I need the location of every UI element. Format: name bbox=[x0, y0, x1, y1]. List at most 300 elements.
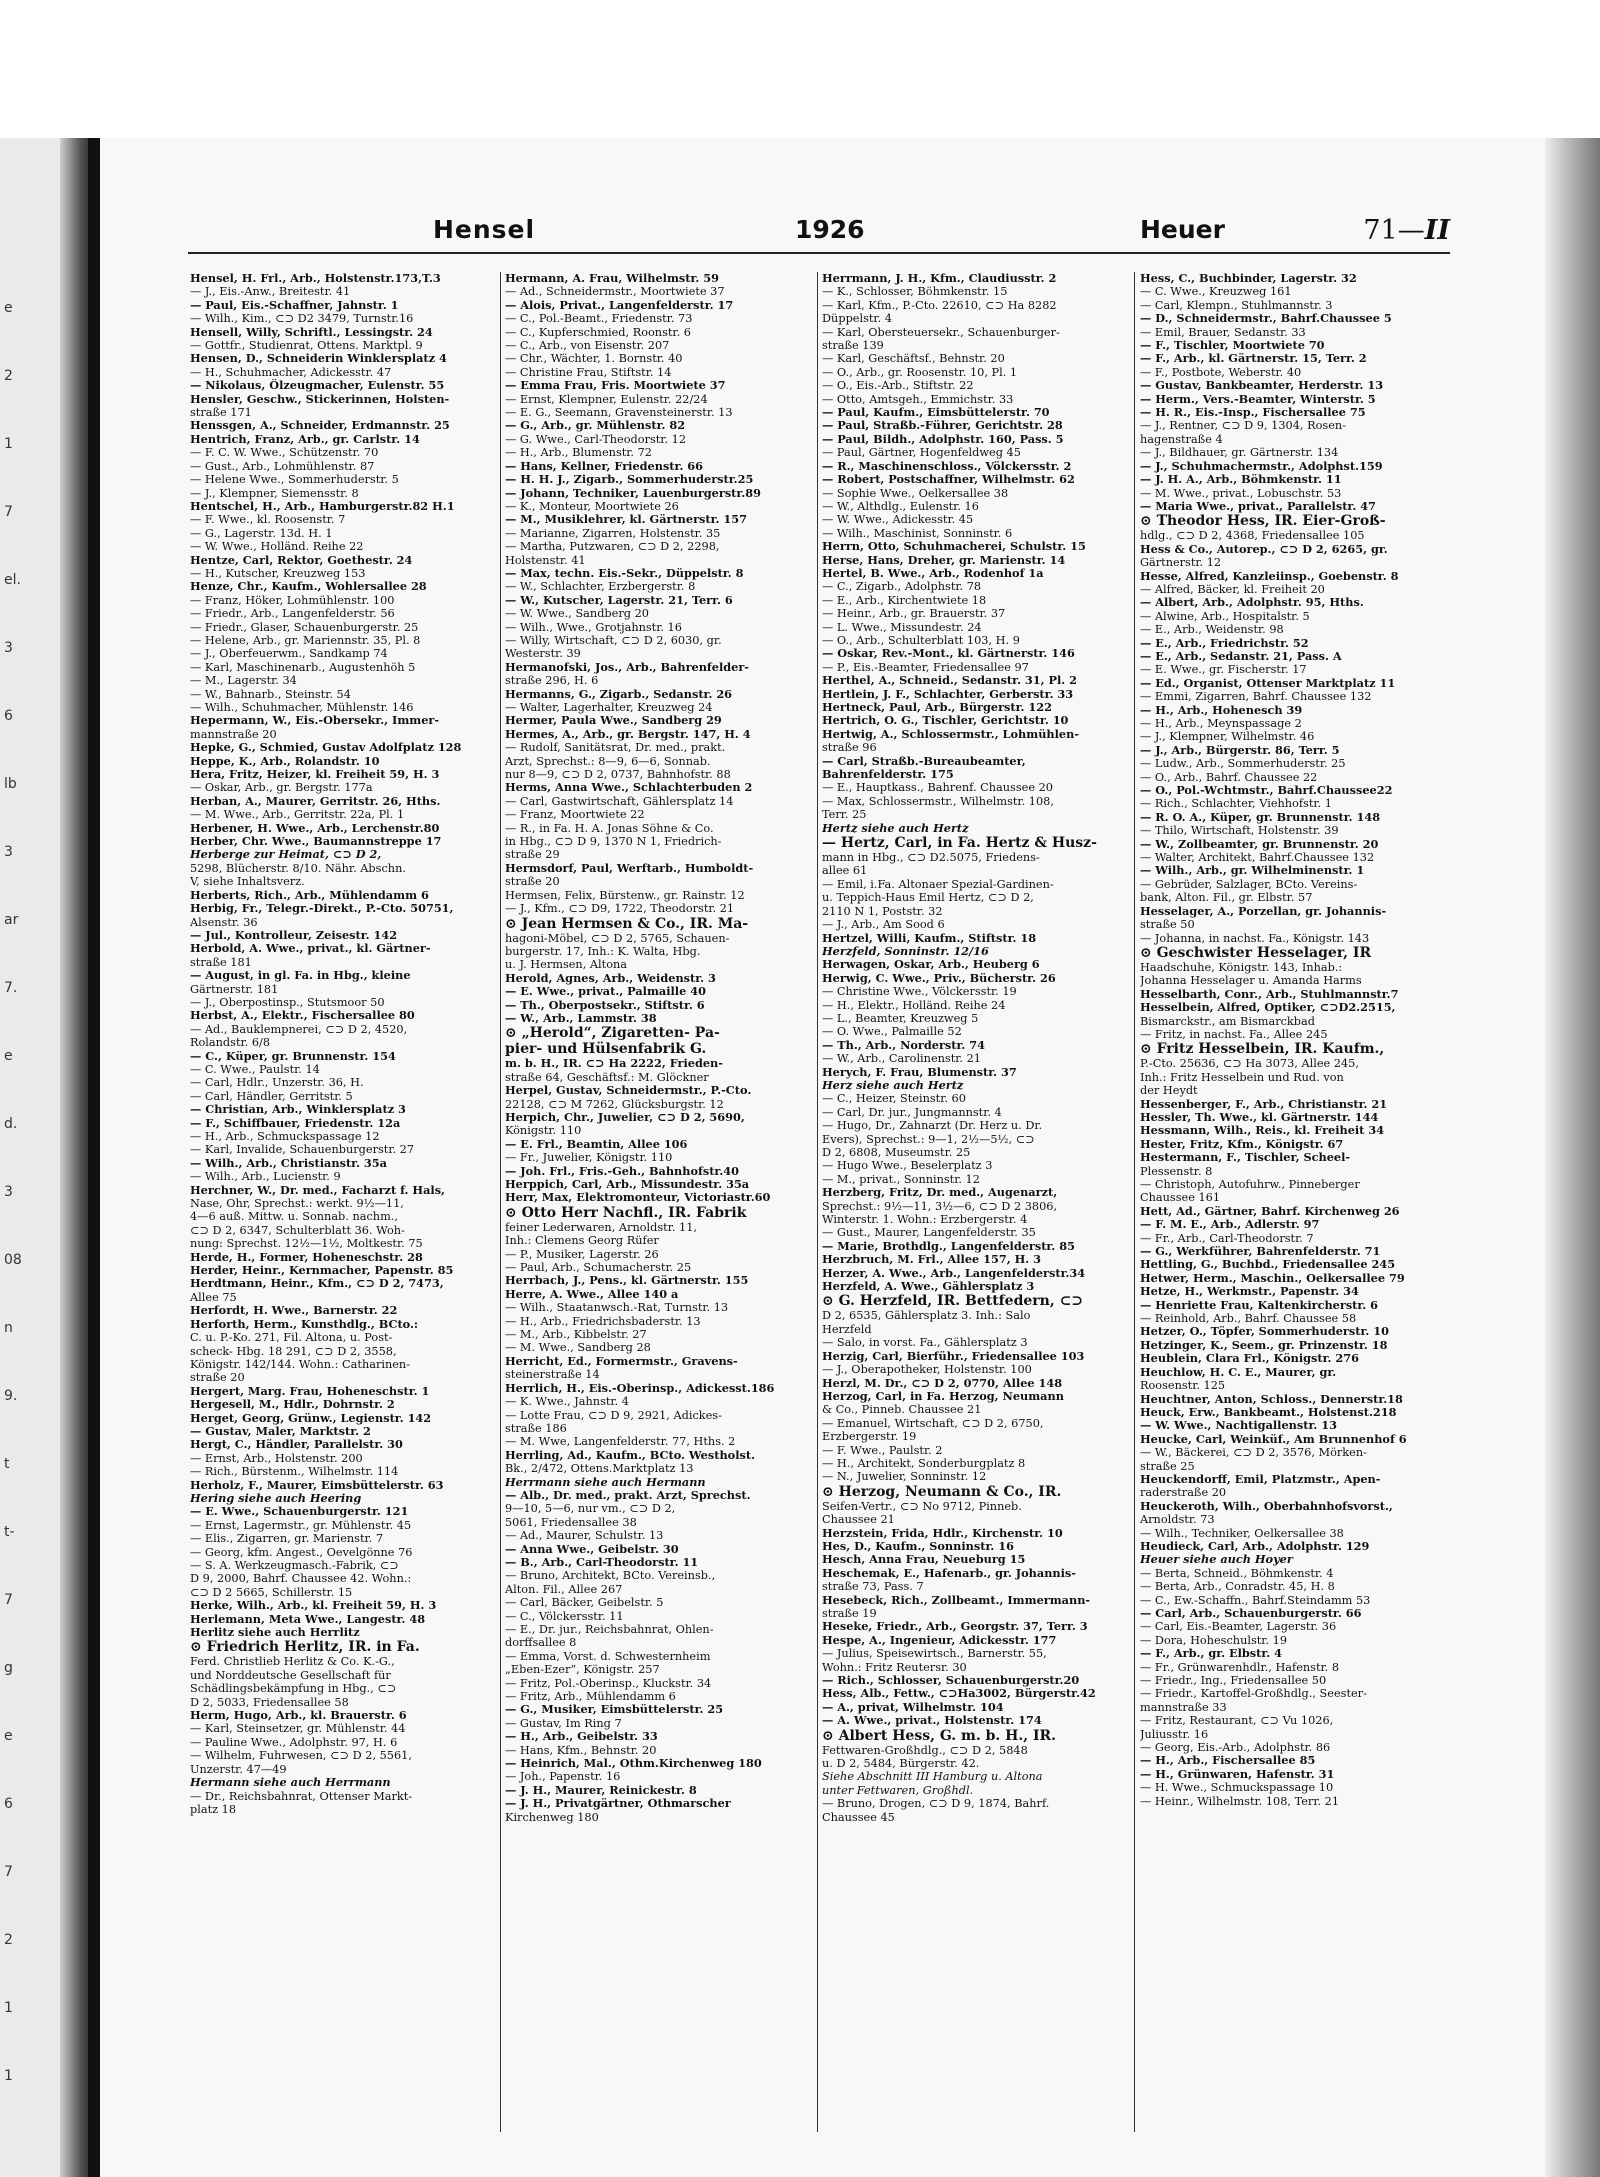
directory-entry: Hensler, Geschw., Stickerinnen, Holsten- bbox=[190, 392, 450, 406]
directory-entry: 4—6 auß. Mittw. u. Sonnab. nachm., bbox=[190, 1210, 398, 1224]
directory-entry: — M. Wwe, Langenfelderstr. 77, Hths. 2 bbox=[505, 1435, 736, 1449]
directory-entry: — Lotte Frau, ⊂⊃ D 9, 2921, Adickes- bbox=[505, 1408, 722, 1422]
directory-entry: Hess, Alb., Fettw., ⊂⊃Ha3002, Bürgerstr.42 bbox=[822, 1687, 1096, 1701]
directory-entry: 9—10, 5—6, nur vm., ⊂⊃ D 2, bbox=[505, 1502, 676, 1516]
directory-entry: — W., Althdlg., Eulenstr. 16 bbox=[822, 499, 979, 513]
directory-entry: — M., Arb., Kibbelstr. 27 bbox=[505, 1328, 647, 1342]
directory-entry: — Gottfr., Studienrat, Ottens. Marktpl. 9 bbox=[190, 339, 423, 353]
directory-entry: Herholz, F., Maurer, Eimsbüttelerstr. 63 bbox=[190, 1478, 444, 1492]
margin-fragment: 1 bbox=[4, 2068, 13, 2084]
directory-entry: — Paul, Arb., Schumacherstr. 25 bbox=[505, 1261, 692, 1275]
directory-entry: — Rich., Bürstenm., Wilhelmstr. 114 bbox=[190, 1465, 399, 1479]
directory-entry: Hester, Fritz, Kfm., Königstr. 67 bbox=[1140, 1137, 1344, 1151]
directory-entry: — Heinrich, Mal., Othm.Kirchenweg 180 bbox=[505, 1757, 762, 1771]
directory-entry: Herwagen, Oskar, Arb., Heuberg 6 bbox=[822, 958, 1040, 972]
directory-entry: Alton. Fil., Allee 267 bbox=[505, 1582, 623, 1596]
directory-entry: — Emma Frau, Fris. Moortwiete 37 bbox=[505, 379, 726, 393]
directory-entry: Herbold, A. Wwe., privat., kl. Gärtner- bbox=[190, 942, 431, 956]
directory-entry: — August, in gl. Fa. in Hbg., kleine bbox=[190, 969, 411, 983]
directory-entry: — Franz, Moortwiete 22 bbox=[505, 808, 645, 822]
directory-entry: — Gust., Maurer, Langenfelderstr. 35 bbox=[822, 1226, 1036, 1240]
directory-entry: — N., Juwelier, Sonninstr. 12 bbox=[822, 1470, 987, 1484]
directory-entry: — H., Grünwaren, Hafenstr. 31 bbox=[1140, 1767, 1335, 1781]
directory-entry: — O., Eis.-Arb., Stiftstr. 22 bbox=[822, 379, 974, 393]
directory-entry: Herych, F. Frau, Blumenstr. 37 bbox=[822, 1065, 1017, 1079]
directory-entry: — M. Wwe., Sandberg 28 bbox=[505, 1341, 651, 1355]
directory-entry: Herzig, Carl, Bierführ., Friedensallee 103 bbox=[822, 1349, 1085, 1363]
directory-entry: P.-Cto. 25636, ⊂⊃ Ha 3073, Allee 245, bbox=[1140, 1057, 1359, 1071]
directory-entry: Heuer siehe auch Hoyer bbox=[1140, 1553, 1293, 1567]
directory-entry: Heuck, Erw., Bankbeamt., Holstenst.218 bbox=[1140, 1405, 1397, 1419]
directory-entry: straße 96 bbox=[822, 741, 877, 755]
directory-entry: Fettwaren-Großhdlg., ⊂⊃ D 2, 5848 bbox=[822, 1743, 1028, 1757]
directory-entry: Königstr. 142/144. Wohn.: Catharinen- bbox=[190, 1357, 411, 1371]
directory-entry: Hertlein, J. F., Schlachter, Gerberstr. 33 bbox=[822, 687, 1074, 701]
directory-entry: — E., Hauptkass., Bahrenf. Chaussee 20 bbox=[822, 781, 1053, 795]
directory-entry: — Gustav, Maler, Marktstr. 2 bbox=[190, 1424, 371, 1438]
directory-entry: — O., Arb., gr. Roosenstr. 10, Pl. 1 bbox=[822, 365, 1018, 379]
directory-entry: — E. Wwe., gr. Fischerstr. 17 bbox=[1140, 663, 1307, 677]
directory-entry: ⊙ Herzog, Neumann & Co., IR. bbox=[822, 1483, 1062, 1500]
directory-entry: ⊙ Geschwister Hesselager, IR bbox=[1140, 944, 1372, 961]
directory-entry: — Paul, Kaufm., Eimsbüttelerstr. 70 bbox=[822, 406, 1050, 420]
directory-entry: Herricht, Ed., Formermstr., Gravens- bbox=[505, 1354, 738, 1368]
directory-entry: — Georg, Eis.-Arb., Adolphstr. 86 bbox=[1140, 1741, 1331, 1755]
directory-entry: Herms, Anna Wwe., Schlachterbuden 2 bbox=[505, 781, 753, 795]
directory-entry: — Gustav, Bankbeamter, Herderstr. 13 bbox=[1140, 379, 1384, 393]
directory-entry: Gärtnerstr. 181 bbox=[190, 982, 279, 996]
margin-fragment: 7 bbox=[4, 1864, 13, 1880]
directory-entry: — J., Rentner, ⊂⊃ D 9, 1304, Rosen- bbox=[1140, 419, 1346, 433]
directory-entry: — Martha, Putzwaren, ⊂⊃ D 2, 2298, bbox=[505, 540, 720, 554]
directory-entry: — W., Schlachter, Erzbergerstr. 8 bbox=[505, 580, 696, 594]
directory-entry: — Chr., Wächter, 1. Bornstr. 40 bbox=[505, 352, 683, 366]
directory-entry: — C., Pol.-Beamt., Friedenstr. 73 bbox=[505, 312, 693, 326]
directory-entry: — C., Völckersstr. 11 bbox=[505, 1609, 624, 1623]
directory-entry: — Carl, Dr. jur., Jungmannstr. 4 bbox=[822, 1105, 1002, 1119]
margin-fragment: 7 bbox=[4, 504, 13, 520]
directory-entry: — J. H., Privatgärtner, Othmarscher bbox=[505, 1797, 731, 1811]
directory-entry: — H., Arb., Friedrichsbaderstr. 13 bbox=[505, 1314, 701, 1328]
directory-entry: Hetzinger, K., Seem., gr. Prinzenstr. 18 bbox=[1140, 1338, 1388, 1352]
directory-entry: — Karl, Obersteuersekr., Schauenburger- bbox=[822, 325, 1060, 339]
directory-entry: Arzt, Sprechst.: 8—9, 6—6, Sonnab. bbox=[505, 754, 711, 768]
directory-entry: 5061, Friedensallee 38 bbox=[505, 1515, 637, 1529]
directory-entry: Hetze, H., Werkmstr., Papenstr. 34 bbox=[1140, 1285, 1359, 1299]
directory-entry: Herppich, Carl, Arb., Missundestr. 35a bbox=[505, 1178, 750, 1191]
directory-entry: Herpich, Chr., Juwelier, ⊂⊃ D 2, 5690, bbox=[505, 1110, 745, 1124]
directory-entry: — Rich., Schlachter, Viehhofstr. 1 bbox=[1140, 797, 1332, 811]
directory-entry: — O. Wwe., Palmaille 52 bbox=[822, 1025, 962, 1039]
directory-entry: Chaussee 45 bbox=[822, 1810, 895, 1824]
directory-entry: Hertzel, Willi, Kaufm., Stiftstr. 18 bbox=[822, 931, 1037, 945]
directory-entry: — Carl, Klempn., Stuhlmannstr. 3 bbox=[1140, 298, 1333, 312]
directory-entry: — Sophie Wwe., Oelkersallee 38 bbox=[822, 486, 1009, 500]
directory-entry: Herzfeld bbox=[822, 1322, 872, 1336]
directory-entry: — Paul, Eis.-Schaffner, Jahnstr. 1 bbox=[190, 298, 399, 312]
directory-entry: Hetwer, Herm., Maschin., Oelkersallee 79 bbox=[1140, 1271, 1405, 1285]
directory-entry: — H., Elektr., Holländ. Reihe 24 bbox=[822, 998, 1006, 1012]
directory-entry: Herzbruch, M. Frl., Allee 157, H. 3 bbox=[822, 1253, 1041, 1267]
directory-entry: Schädlingsbekämpfung in Hbg., ⊂⊃ bbox=[190, 1682, 397, 1696]
directory-entry: ⊙ Fritz Hesselbein, IR. Kaufm., bbox=[1140, 1041, 1385, 1058]
directory-entry: — Ad., Maurer, Schulstr. 13 bbox=[505, 1529, 664, 1543]
directory-entry: Herwig, C. Wwe., Priv., Bücherstr. 26 bbox=[822, 971, 1056, 985]
directory-entry: — Hertz, Carl, in Fa. Hertz & Husz- bbox=[822, 835, 1097, 852]
directory-entry: Hermsen, Felix, Bürstenw., gr. Rainstr. 12 bbox=[505, 888, 745, 902]
directory-entry: — A., privat, Wilhelmstr. 104 bbox=[822, 1700, 1004, 1714]
header-page-number bbox=[1363, 215, 1450, 246]
directory-entry: — Maria Wwe., privat., Parallelstr. 47 bbox=[1140, 499, 1376, 513]
directory-entry: — H., Schuhmacher, Adickesstr. 47 bbox=[190, 365, 392, 379]
directory-entry: — J., Klempner, Wilhelmstr. 46 bbox=[1140, 730, 1315, 744]
directory-entry: Herz siehe auch Hertz bbox=[822, 1078, 964, 1092]
directory-entry: nung: Sprechst. 12½—1½, Moltkestr. 75 bbox=[190, 1237, 423, 1251]
directory-entry: Herse, Hans, Dreher, gr. Marienstr. 14 bbox=[822, 553, 1066, 567]
column-divider bbox=[817, 272, 818, 2132]
directory-entry: Herforth, Herm., Kunsthdlg., BCto.: bbox=[190, 1317, 419, 1331]
directory-entry: — Johann, Techniker, Lauenburgerstr.89 bbox=[505, 486, 761, 500]
directory-entry: — Th., Oberpostsekr., Stiftstr. 6 bbox=[505, 998, 705, 1012]
scan-top-margin bbox=[0, 0, 1600, 148]
directory-entry: — Fritz, in nachst. Fa., Allee 245 bbox=[1140, 1027, 1328, 1041]
directory-entry: — Berta, Schneid., Böhmkenstr. 4 bbox=[1140, 1566, 1334, 1580]
directory-entry: Herre, A. Wwe., Allee 140 a bbox=[505, 1287, 679, 1301]
directory-entry: in Hbg., ⊂⊃ D 9, 1370 N 1, Friedrich- bbox=[505, 835, 722, 849]
directory-entry: — J., Arb., Bürgerstr. 86, Terr. 5 bbox=[1140, 743, 1340, 757]
header-rule bbox=[188, 252, 1450, 254]
directory-entry: — Friedr., Ing., Friedensallee 50 bbox=[1140, 1674, 1327, 1688]
directory-entry: Hermsdorf, Paul, Werftarb., Humboldt- bbox=[505, 861, 754, 875]
directory-entry: Herrmann siehe auch Hermann bbox=[505, 1475, 706, 1489]
directory-entry: Westerstr. 39 bbox=[505, 647, 581, 661]
directory-entry: unter Fettwaren, Großhdl. bbox=[822, 1783, 974, 1797]
margin-fragment: lb bbox=[4, 776, 17, 792]
directory-entry: — Karl, Invalide, Schauenburgerstr. 27 bbox=[190, 1143, 415, 1157]
directory-entry: Hentze, Carl, Rektor, Goethestr. 24 bbox=[190, 553, 413, 567]
directory-entry: ⊙ Jean Hermsen & Co., IR. Ma- bbox=[505, 915, 749, 932]
directory-entry: — Christine Frau, Stiftstr. 14 bbox=[505, 365, 672, 379]
directory-entry: pier- und Hülsenfabrik G. bbox=[505, 1041, 707, 1058]
margin-fragment: 1 bbox=[4, 2000, 13, 2016]
directory-entry: 2110 N 1, Poststr. 32 bbox=[822, 904, 943, 918]
directory-entry: Hergert, Marg. Frau, Hoheneschstr. 1 bbox=[190, 1384, 430, 1398]
directory-entry: — Fr., Juwelier, Königstr. 110 bbox=[505, 1151, 673, 1165]
directory-entry: Hespe, A., Ingenieur, Adickesstr. 177 bbox=[822, 1633, 1057, 1647]
directory-entry: Gärtnerstr. 12 bbox=[1140, 556, 1222, 570]
directory-entry: — F., Postbote, Weberstr. 40 bbox=[1140, 365, 1302, 379]
directory-entry: — F., Tischler, Moortwiete 70 bbox=[1140, 339, 1325, 353]
directory-entry: Hensell, Willy, Schriftl., Lessingstr. 24 bbox=[190, 325, 433, 339]
margin-fragment: e bbox=[4, 1048, 13, 1064]
directory-entry: Henze, Chr., Kaufm., Wohlersallee 28 bbox=[190, 580, 427, 594]
margin-fragment: e bbox=[4, 300, 13, 316]
directory-entry: — W. Wwe., Adickesstr. 45 bbox=[822, 513, 974, 527]
directory-entry: Heudieck, Carl, Arb., Adolphstr. 129 bbox=[1140, 1539, 1370, 1553]
right-page-edge bbox=[1545, 138, 1600, 2177]
directory-entry: — Oskar, Rev.-Mont., kl. Gärtnerstr. 146 bbox=[822, 647, 1075, 661]
margin-fragment: 1 bbox=[4, 436, 13, 452]
directory-entry: — Fr., Grünwarenhdlr., Hafenstr. 8 bbox=[1140, 1660, 1340, 1674]
directory-entry: — K. Wwe., Jahnstr. 4 bbox=[505, 1395, 629, 1409]
directory-entry: Hes, D., Kaufm., Sonninstr. 16 bbox=[822, 1539, 1014, 1553]
directory-entry: bank, Alton. Fil., gr. Elbstr. 57 bbox=[1140, 891, 1313, 905]
directory-entry: — W., Zollbeamter, gr. Brunnenstr. 20 bbox=[1140, 837, 1379, 851]
directory-entry: — F. Wwe., kl. Roosenstr. 7 bbox=[190, 513, 346, 527]
directory-entry: — Karl, Maschinenarb., Augustenhöh 5 bbox=[190, 660, 416, 674]
directory-entry: raderstraße 20 bbox=[1140, 1486, 1227, 1500]
directory-entry: — Heinr., Wilhelmstr. 108, Terr. 21 bbox=[1140, 1794, 1340, 1808]
directory-entry: — Max, Schlossermstr., Wilhelmstr. 108, bbox=[822, 794, 1054, 808]
directory-entry: Herget, Georg, Grünw., Legienstr. 142 bbox=[190, 1411, 432, 1425]
directory-entry: Plessenstr. 8 bbox=[1140, 1164, 1213, 1178]
directory-entry: — Fritz, Pol.-Oberinsp., Kluckstr. 34 bbox=[505, 1676, 712, 1690]
directory-entry: Alsenstr. 36 bbox=[190, 915, 258, 929]
directory-entry: — J., Klempner, Siemensstr. 8 bbox=[190, 486, 359, 500]
directory-entry: — Carl, Eis.-Beamter, Lagerstr. 36 bbox=[1140, 1620, 1337, 1634]
directory-entry: Hermes, A., Arb., gr. Bergstr. 147, H. 4 bbox=[505, 727, 751, 741]
directory-entry: straße 20 bbox=[505, 875, 560, 889]
directory-entry: Roosenstr. 125 bbox=[1140, 1379, 1226, 1393]
directory-entry: straße 19 bbox=[822, 1607, 877, 1620]
directory-entry: — M., Lagerstr. 34 bbox=[190, 674, 297, 688]
directory-entry: — D., Schneidermstr., Bahrf.Chaussee 5 bbox=[1140, 312, 1392, 326]
directory-entry: Herrmann, J. H., Kfm., Claudiusstr. 2 bbox=[822, 272, 1057, 285]
directory-entry: — C., Zigarb., Adolphstr. 78 bbox=[822, 580, 982, 594]
directory-entry: Rolandstr. 6/8 bbox=[190, 1036, 271, 1050]
header-year: 1926 bbox=[795, 215, 865, 244]
directory-entry: Herrlich, H., Eis.-Oberinsp., Adickesst.186 bbox=[505, 1381, 775, 1395]
directory-entry: — Karl, Geschäftsf., Behnstr. 20 bbox=[822, 352, 1005, 366]
directory-entry: — Ed., Organist, Ottenser Marktplatz 11 bbox=[1140, 676, 1396, 690]
directory-entry: Hess & Co., Autorep., ⊂⊃ D 2, 6265, gr. bbox=[1140, 542, 1388, 556]
directory-entry: straße 296, H. 6 bbox=[505, 674, 599, 688]
directory-entry: Hesselbarth, Conr., Arb., Stuhlmannstr.7 bbox=[1140, 987, 1399, 1001]
directory-entry: Herke, Wilh., Arb., kl. Freiheit 59, H. 3 bbox=[190, 1599, 437, 1613]
directory-entry: Holstenstr. 41 bbox=[505, 553, 586, 567]
directory-entry: Herrbach, J., Pens., kl. Gärtnerstr. 155 bbox=[505, 1274, 749, 1288]
directory-entry: — M., privat., Sonninstr. 12 bbox=[822, 1172, 980, 1186]
directory-entry: — H., Arb., Geibelstr. 33 bbox=[505, 1730, 658, 1744]
directory-entry: Heublein, Clara Frl., Königstr. 276 bbox=[1140, 1352, 1359, 1366]
directory-entry: Hertrich, O. G., Tischler, Gerichtstr. 10 bbox=[822, 714, 1069, 728]
directory-entry: C. u. P.-Ko. 271, Fil. Altona, u. Post- bbox=[190, 1331, 393, 1345]
directory-entry: — G., Arb., gr. Mühlenstr. 82 bbox=[505, 419, 686, 433]
directory-entry: — Emma, Vorst. d. Schwesternheim bbox=[505, 1649, 711, 1663]
directory-entry: Hermer, Paula Wwe., Sandberg 29 bbox=[505, 714, 722, 728]
directory-entry: — Rich., Schlosser, Schauenburgerstr.20 bbox=[822, 1674, 1080, 1688]
margin-fragment: g bbox=[4, 1660, 13, 1676]
directory-entry: Hesebeck, Rich., Zollbeamt., Immermann- bbox=[822, 1593, 1091, 1607]
directory-entry: — Hans, Kellner, Friedenstr. 66 bbox=[505, 459, 704, 473]
directory-entry: — Gebrüder, Salzlager, BCto. Vereins- bbox=[1140, 877, 1358, 891]
header-first-name: Hensel bbox=[433, 215, 536, 244]
directory-entry: — L., Beamter, Kreuzweg 5 bbox=[822, 1011, 979, 1025]
directory-entry: — Carl, Bäcker, Geibelstr. 5 bbox=[505, 1596, 664, 1610]
directory-entry: — Albert, Arb., Adolphstr. 95, Hths. bbox=[1140, 596, 1364, 610]
directory-entry: — Oskar, Arb., gr. Bergstr. 177a bbox=[190, 781, 373, 795]
directory-entry: — E., Arb., Friedrichstr. 52 bbox=[1140, 636, 1309, 650]
directory-entry: Henssgen, A., Schneider, Erdmannstr. 25 bbox=[190, 419, 450, 433]
directory-entry: — E., Arb., Sedanstr. 21, Pass. A bbox=[1140, 649, 1342, 663]
directory-entry: Winterstr. 1. Wohn.: Erzbergerstr. 4 bbox=[822, 1213, 1028, 1227]
directory-entry: Johanna Hesselager u. Amanda Harms bbox=[1140, 974, 1362, 988]
directory-entry: — E., Dr. jur., Reichsbahnrat, Ohlen- bbox=[505, 1623, 714, 1636]
directory-entry: — M. Wwe., Arb., Gerritstr. 22a, Pl. 1 bbox=[190, 808, 405, 822]
directory-entry: — Carl, Arb., Schauenburgerstr. 66 bbox=[1140, 1607, 1362, 1620]
margin-fragment: t- bbox=[4, 1524, 15, 1540]
directory-entry: — H., Arb., Schmuckspassage 12 bbox=[190, 1130, 380, 1143]
directory-entry: — Alois, Privat., Langenfelderstr. 17 bbox=[505, 298, 734, 312]
directory-entry: — Th., Arb., Norderstr. 74 bbox=[822, 1038, 985, 1052]
directory-entry: — Rudolf, Sanitätsrat, Dr. med., prakt. bbox=[505, 741, 726, 755]
directory-entry: — Fritz, Arb., Mühlendamm 6 bbox=[505, 1690, 676, 1704]
directory-entry: Siehe Abschnitt III Hamburg u. Altona bbox=[822, 1770, 1043, 1784]
directory-column-3 bbox=[822, 272, 1134, 2132]
directory-entry: Herbst, A., Elektr., Fischersallee 80 bbox=[190, 1009, 415, 1023]
directory-entry: ⊙ Theodor Hess, IR. Eier-Groß- bbox=[1140, 513, 1386, 530]
directory-entry: — Walter, Lagerhalter, Kreuzweg 24 bbox=[505, 701, 713, 714]
directory-entry: Hessmann, Wilh., Reis., kl. Freiheit 34 bbox=[1140, 1124, 1385, 1138]
directory-entry: Allee 75 bbox=[190, 1290, 237, 1304]
directory-entry: — R. O. A., Küper, gr. Brunnenstr. 148 bbox=[1140, 810, 1381, 824]
directory-entry: — Carl, Gastwirtschaft, Gählersplatz 14 bbox=[505, 794, 734, 808]
margin-fragment: 3 bbox=[4, 844, 13, 860]
directory-entry: — Nikolaus, Ölzeugmacher, Eulenstr. 55 bbox=[190, 379, 445, 393]
directory-entry: Herzberg, Fritz, Dr. med., Augenarzt, bbox=[822, 1186, 1058, 1200]
directory-entry: Herzfeld, A. Wwe., Gählersplatz 3 bbox=[822, 1280, 1035, 1294]
directory-entry: — C. Wwe., Kreuzweg 161 bbox=[1140, 285, 1292, 299]
directory-entry: — G., Musiker, Eimsbüttelerstr. 25 bbox=[505, 1703, 724, 1717]
directory-entry: — E., Arb., Kirchentwiete 18 bbox=[822, 593, 987, 607]
margin-fragment: ar bbox=[4, 912, 19, 928]
directory-entry: — M., Musiklehrer, kl. Gärtnerstr. 157 bbox=[505, 513, 747, 527]
directory-entry: Inh.: Fritz Hesselbein und Rud. von bbox=[1140, 1070, 1344, 1084]
directory-entry: — H., Arb., Meynspassage 2 bbox=[1140, 717, 1302, 730]
directory-entry: — W. Wwe., Sandberg 20 bbox=[505, 607, 649, 621]
directory-entry: Hermanns, G., Zigarb., Sedanstr. 26 bbox=[505, 687, 733, 701]
directory-entry: Hertz siehe auch Hertz bbox=[822, 821, 969, 835]
directory-entry: — Gust., Arb., Lohmühlenstr. 87 bbox=[190, 459, 375, 473]
margin-fragment: 9. bbox=[4, 1388, 18, 1404]
directory-entry: Heschemak, E., Hafenarb., gr. Johannis- bbox=[822, 1566, 1076, 1580]
directory-entry: Hermanofski, Jos., Arb., Bahrenfelder- bbox=[505, 660, 749, 674]
directory-entry: Hentrich, Franz, Arb., gr. Carlstr. 14 bbox=[190, 432, 420, 446]
directory-entry: u. J. Hermsen, Altona bbox=[505, 958, 628, 972]
directory-entry: — Christian, Arb., Winklersplatz 3 bbox=[190, 1103, 406, 1117]
directory-entry: Hett, Ad., Gärtner, Bahrf. Kirchenweg 26 bbox=[1140, 1204, 1400, 1218]
directory-entry: — Wilh., Staatanwsch.-Rat, Turnstr. 13 bbox=[505, 1301, 729, 1315]
directory-entry: — Friedr., Kartoffel-Großhdlg., Seester- bbox=[1140, 1687, 1367, 1701]
directory-entry: — J., Oberfeuerwm., Sandkamp 74 bbox=[190, 647, 388, 661]
directory-entry: Heuchtner, Anton, Schloss., Dennerstr.18 bbox=[1140, 1392, 1403, 1406]
directory-entry: — Bruno, Drogen, ⊂⊃ D 9, 1874, Bahrf. bbox=[822, 1797, 1050, 1811]
directory-entry: und Norddeutsche Gesellschaft für bbox=[190, 1668, 391, 1682]
directory-entry: — Johanna, in nachst. Fa., Königstr. 143 bbox=[1140, 931, 1370, 945]
directory-entry: Ferd. Christlieb Herlitz & Co. K.-G., bbox=[190, 1655, 395, 1669]
directory-entry: — J., Arb., Am Sood 6 bbox=[822, 918, 945, 932]
directory-entry: — Wilh., Kim., ⊂⊃ D2 3479, Turnstr.16 bbox=[190, 312, 414, 326]
directory-entry: Hera, Fritz, Heizer, kl. Freiheit 59, H. 3 bbox=[190, 768, 440, 782]
directory-entry: — Joh. Frl., Fris.-Geh., Bahnhofstr.40 bbox=[505, 1164, 739, 1178]
directory-entry: — J., Kfm., ⊂⊃ D9, 1722, Theodorstr. 21 bbox=[505, 902, 735, 916]
directory-entry: Hess, C., Buchbinder, Lagerstr. 32 bbox=[1140, 272, 1357, 285]
directory-entry: Königstr. 110 bbox=[505, 1124, 582, 1138]
directory-entry: — Wilh., Schuhmacher, Mühlenstr. 146 bbox=[190, 701, 414, 714]
directory-entry: Bk., 2/472, Ottens.Marktplatz 13 bbox=[505, 1462, 694, 1476]
directory-entry: — W. Wwe., Nachtigallenstr. 13 bbox=[1140, 1419, 1337, 1433]
directory-entry: Hesselbein, Alfred, Optiker, ⊂⊃D2.2515, bbox=[1140, 1001, 1396, 1015]
directory-entry: — Willy, Wirtschaft, ⊂⊃ D 2, 6030, gr. bbox=[505, 633, 722, 647]
directory-column-2 bbox=[505, 272, 817, 2132]
directory-entry: Hepke, G., Schmied, Gustav Adolfplatz 128 bbox=[190, 741, 462, 755]
directory-entry: Herold, Agnes, Arb., Weidenstr. 3 bbox=[505, 971, 716, 985]
directory-entry: — H., Arb., Blumenstr. 72 bbox=[505, 446, 652, 460]
directory-entry: — Alfred, Bäcker, kl. Freiheit 20 bbox=[1140, 582, 1325, 596]
directory-entry: — J., Bildhauer, gr. Gärtnerstr. 134 bbox=[1140, 446, 1339, 460]
directory-entry: — C. Wwe., Paulstr. 14 bbox=[190, 1062, 320, 1076]
directory-entry: — F. Wwe., Paulstr. 2 bbox=[822, 1443, 943, 1457]
margin-fragment: 3 bbox=[4, 640, 13, 656]
directory-entry: Hetzer, O., Töpfer, Sommerhuderstr. 10 bbox=[1140, 1325, 1389, 1339]
directory-entry: Hergesell, M., Hdlr., Dohrnstr. 2 bbox=[190, 1398, 395, 1412]
directory-entry: — M. Wwe., privat., Lobuschstr. 53 bbox=[1140, 486, 1342, 500]
directory-entry: Chaussee 161 bbox=[1140, 1191, 1221, 1205]
directory-entry: Hesse, Alfred, Kanzleiinsp., Goebenstr. 8 bbox=[1140, 569, 1399, 583]
directory-entry: D 2, 6808, Museumstr. 25 bbox=[822, 1146, 971, 1159]
directory-entry: Nase, Ohr, Sprechst.: werkt. 9½—11, bbox=[190, 1197, 404, 1211]
directory-entry: — W., Arb., Lammstr. 38 bbox=[505, 1011, 657, 1025]
directory-entry: Sprechst.: 9½—11, 3½—6, ⊂⊃ D 2 3806, bbox=[822, 1199, 1058, 1213]
directory-entry: — J. H. A., Arb., Böhmkenstr. 11 bbox=[1140, 473, 1342, 487]
directory-entry: ⊂⊃ D 2 5665, Schillerstr. 15 bbox=[190, 1585, 353, 1599]
directory-entry: — Marie, Brothdlg., Langenfelderstr. 85 bbox=[822, 1239, 1075, 1253]
directory-entry: — P., Musiker, Lagerstr. 26 bbox=[505, 1247, 659, 1261]
margin-fragment: 7. bbox=[4, 980, 18, 996]
directory-entry: — K., Monteur, Moortwiete 26 bbox=[505, 499, 679, 513]
directory-entry: Bahrenfelderstr. 175 bbox=[822, 768, 954, 782]
directory-entry: — Ad., Bauklempnerei, ⊂⊃ D 2, 4520, bbox=[190, 1022, 408, 1036]
directory-entry: Herbener, H. Wwe., Arb., Lerchenstr.80 bbox=[190, 821, 440, 835]
directory-entry: — H., Arb., Hohenesch 39 bbox=[1140, 703, 1303, 717]
margin-fragment: e bbox=[4, 1728, 13, 1744]
directory-entry: — Anna Wwe., Geibelstr. 30 bbox=[505, 1542, 679, 1556]
directory-entry: Heppe, K., Arb., Rolandstr. 10 bbox=[190, 754, 380, 768]
margin-fragment: 2 bbox=[4, 368, 13, 384]
directory-entry: — J., Schuhmachermstr., Adolphst.159 bbox=[1140, 459, 1383, 473]
directory-entry: — Franz, Höker, Lohmühlenstr. 100 bbox=[190, 593, 395, 607]
directory-entry: — G., Werkführer, Bahrenfelderstr. 71 bbox=[1140, 1245, 1381, 1259]
margin-fragment: n bbox=[4, 1320, 13, 1336]
directory-entry: — Georg, kfm. Angest., Oevelgönne 76 bbox=[190, 1545, 413, 1559]
directory-entry: Herthel, A., Schneid., Sedanstr. 31, Pl. 2 bbox=[822, 674, 1078, 688]
directory-entry: — Marianne, Zigarren, Holstenstr. 35 bbox=[505, 526, 721, 540]
directory-entry: hagenstraße 4 bbox=[1140, 432, 1223, 446]
directory-entry: ⊂⊃ D 2, 6347, Schulterblatt 36. Woh- bbox=[190, 1223, 405, 1237]
directory-entry: mann in Hbg., ⊂⊃ D2.5075, Friedens- bbox=[822, 851, 1040, 865]
directory-entry: — Friedr., Arb., Langenfelderstr. 56 bbox=[190, 607, 395, 621]
directory-entry: — Emanuel, Wirtschaft, ⊂⊃ D 2, 6750, bbox=[822, 1416, 1044, 1430]
directory-entry: Hestermann, F., Tischler, Scheel- bbox=[1140, 1151, 1351, 1165]
directory-entry: allee 61 bbox=[822, 864, 868, 878]
directory-entry: — Gustav, Im Ring 7 bbox=[505, 1716, 622, 1730]
directory-entry: — Emil, i.Fa. Altonaer Spezial-Gardinen- bbox=[822, 877, 1054, 891]
directory-entry: — Berta, Arb., Conradstr. 45, H. 8 bbox=[1140, 1580, 1335, 1594]
header-last-name: Heuer bbox=[1140, 215, 1225, 244]
directory-entry: Herbig, Fr., Telegr.-Direkt., P.-Cto. 50751, bbox=[190, 902, 454, 916]
directory-entry: Hertel, B. Wwe., Arb., Rodenhof 1a bbox=[822, 566, 1044, 580]
directory-entry: & Co., Pinneb. Chaussee 21 bbox=[822, 1403, 982, 1417]
